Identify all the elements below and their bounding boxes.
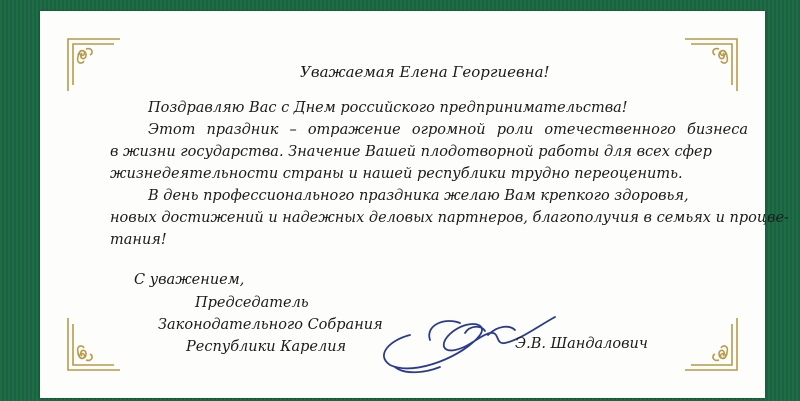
letter-word: роли (496, 122, 534, 138)
letter-word: огромной (411, 122, 486, 138)
corner-ornament-icon (64, 35, 124, 95)
corner-ornament-icon (64, 314, 124, 374)
letter-line: В день профессионального праздника желаю Вам крепкого здоровья, (148, 188, 689, 204)
greeting-card (40, 11, 789, 398)
letter-word: бизнеса (686, 122, 748, 138)
corner-ornament-icon (681, 314, 741, 374)
letter-line: Поздравляю Вас с Днем российского предпринимательства! (148, 100, 628, 116)
corner-ornament-icon (681, 35, 741, 95)
signer-title-line: Законодательного Собрания (158, 317, 383, 333)
signer-title-line: Республики Карелия (186, 339, 347, 355)
letter-line: в жизни государства. Значение Вашей плодотворной работы для всех сфер (110, 144, 712, 160)
closing-phrase: С уважением, (134, 272, 245, 288)
signer-name: Э.В. Шандалович (515, 336, 648, 352)
letter-line: новых достижений и надежных деловых партнеров, благополучия в семьях и процве- (110, 210, 789, 226)
signer-title-line: Председатель (195, 295, 309, 311)
letter-line: тания! (110, 232, 167, 248)
letter-word: отражение (307, 122, 401, 138)
letter-word: праздник (206, 122, 279, 138)
letter-word: – (289, 122, 297, 138)
letter-word: отечественного (544, 122, 676, 138)
salutation: Уважаемая Елена Георгиевна! (300, 63, 550, 81)
letter-line-justified (148, 119, 748, 141)
letter-word: Этот (148, 122, 196, 138)
letter-line: жизнедеятельности страны и нашей республики трудно переоценить. (110, 166, 683, 182)
